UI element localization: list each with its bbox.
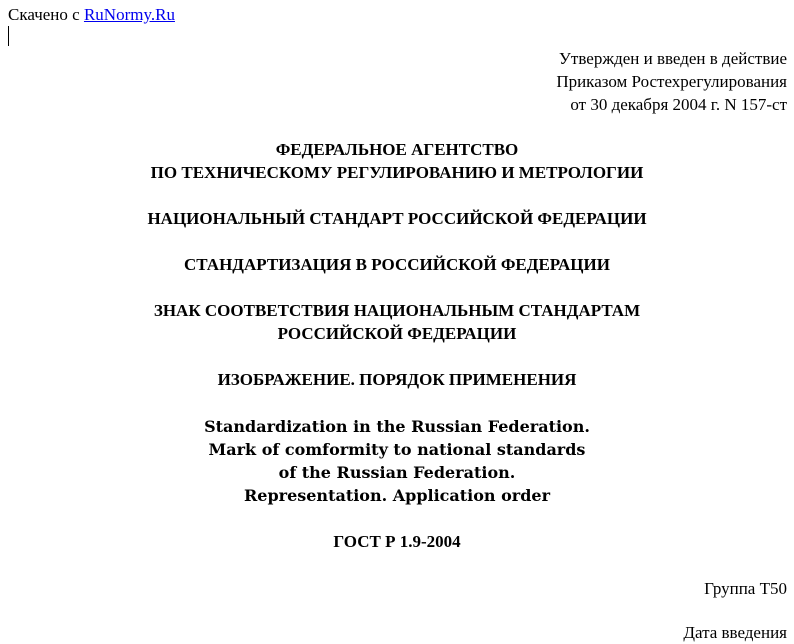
download-notice-prefix: Скачено с <box>8 5 80 24</box>
english-title-line-2: Mark of comformity to national standards <box>208 440 586 459</box>
effective-date-label: Дата введения <box>683 623 787 642</box>
subject-title-line-2: РОССИЙСКОЙ ФЕДЕРАЦИИ <box>277 324 517 343</box>
designation-heading <box>0 530 794 553</box>
english-title-line-1: Standardization in the Russian Federation. <box>204 417 590 436</box>
part-title-heading <box>0 368 794 391</box>
english-title-line-3: of the Russian Federation. <box>278 463 516 482</box>
subject-title-line-1: ЗНАК СООТВЕТСТВИЯ НАЦИОНАЛЬНЫМ СТАНДАРТАМ <box>153 301 641 320</box>
group-code: Группа Т50 <box>704 579 787 598</box>
approval-line-1: Утвержден и введен в действие <box>558 49 787 68</box>
part-title-text: ИЗОБРАЖЕНИЕ. ПОРЯДОК ПРИМЕНЕНИЯ <box>217 370 577 389</box>
standard-type-text: НАЦИОНАЛЬНЫЙ СТАНДАРТ РОССИЙСКОЙ ФЕДЕРАЦИИ <box>147 209 647 228</box>
text-cursor <box>8 26 9 46</box>
series-title-heading <box>0 253 794 276</box>
english-title <box>0 415 794 507</box>
approval-block <box>556 47 787 116</box>
download-notice <box>8 3 175 26</box>
agency-heading <box>0 138 794 184</box>
english-title-line-4: Representation. Application order <box>243 486 551 505</box>
approval-line-3: от 30 декабря 2004 г. N 157-ст <box>570 95 787 114</box>
agency-line-2: ПО ТЕХНИЧЕСКОМУ РЕГУЛИРОВАНИЮ И МЕТРОЛОГИИ <box>150 163 644 182</box>
designation-text: ГОСТ Р 1.9-2004 <box>333 532 461 551</box>
approval-line-2: Приказом Ростехрегулирования <box>556 72 787 91</box>
subject-title-heading <box>0 299 794 345</box>
standard-type-heading <box>0 207 794 230</box>
runormy-link[interactable]: RuNormy.Ru <box>83 5 175 24</box>
series-title-text: СТАНДАРТИЗАЦИЯ В РОССИЙСКОЙ ФЕДЕРАЦИИ <box>184 255 610 274</box>
agency-line-1: ФЕДЕРАЛЬНОЕ АГЕНТСТВО <box>275 140 519 159</box>
